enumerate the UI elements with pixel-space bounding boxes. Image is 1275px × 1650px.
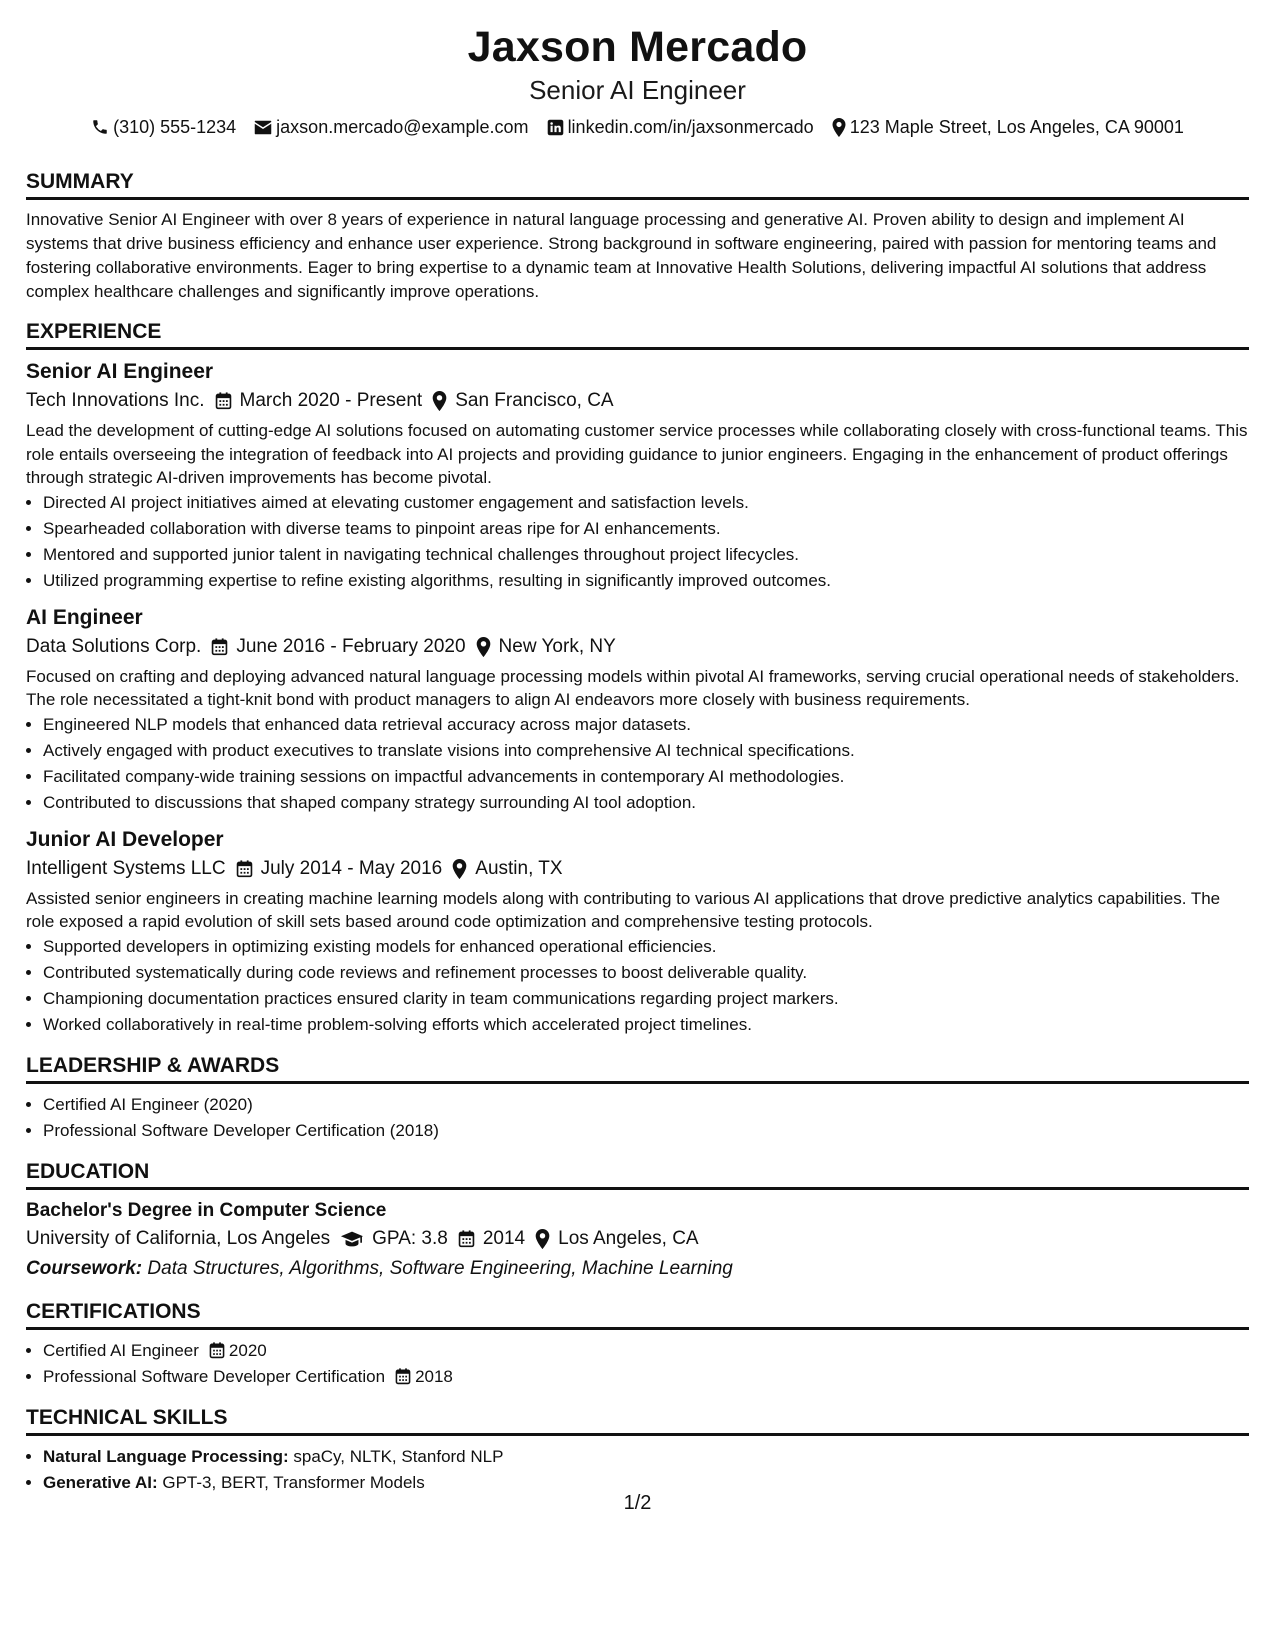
contact-linkedin-text: linkedin.com/in/jaxsonmercado bbox=[567, 117, 814, 137]
list-item: • Actively engaged with product executives to translate visions into comprehensive AI technical specifications. bbox=[43, 738, 1249, 764]
education-meta bbox=[26, 1224, 1249, 1254]
job-description: Focused on crafting and deploying advanced natural language processing models within pivotal AI frameworks, serving crucial operational needs of stakeholders. The role necessitated a tight-knit bond with product managers to align AI endeavors more closely with business requirements. bbox=[26, 666, 1240, 709]
linkedin-icon bbox=[547, 119, 564, 136]
phone-icon bbox=[91, 118, 109, 136]
job-location-text: Austin, TX bbox=[475, 857, 563, 879]
awards-list bbox=[26, 1092, 1249, 1144]
awards-heading: LEADERSHIP & AWARDS bbox=[26, 1052, 1249, 1084]
job-description: Lead the development of cutting-edge AI solutions focused on automating customer service processes while collaborating closely with cross-functional teams. This role entails overseeing the integration of feedback into AI projects and providing guidance to junior engineers. Engaging in the enhancement of product offerings through strategic AI-driven improvements has become pivotal. bbox=[26, 421, 1248, 487]
resume-header bbox=[0, 20, 1275, 140]
skill-category: Generative AI: bbox=[43, 1472, 158, 1492]
contact-email-text: jaxson.mercado@example.com bbox=[276, 117, 529, 137]
awards-section bbox=[26, 1052, 1249, 1144]
job-dates-text: July 2014 - May 2016 bbox=[260, 857, 443, 879]
job-entry bbox=[26, 358, 1249, 594]
job-location-text: San Francisco, CA bbox=[455, 390, 614, 411]
job-dates bbox=[211, 632, 465, 662]
job-description: Assisted senior engineers in creating machine learning models along with contributing to various AI applications that drove predictive analytics capabilities. The role exposed a rapid evolution of skill sets based around code optimization and comprehensive testing protocols. bbox=[26, 888, 1221, 931]
job-title: Junior AI Developer bbox=[26, 827, 224, 851]
list-item: • Directed AI project initiatives aimed at elevating customer engagement and satisfaction levels. bbox=[43, 490, 1249, 516]
job-title: Senior AI Engineer bbox=[26, 360, 214, 383]
education-coursework bbox=[26, 1254, 1249, 1284]
list-item: • Supported developers in optimizing existing models for enhanced operational efficiencies. bbox=[43, 934, 1249, 960]
job-dates bbox=[215, 386, 423, 416]
calendar-icon bbox=[211, 638, 228, 656]
skills-heading: TECHNICAL SKILLS bbox=[26, 1404, 1249, 1436]
map-pin-icon bbox=[535, 1229, 550, 1249]
skills-list bbox=[26, 1444, 1249, 1496]
education-gpa bbox=[340, 1224, 448, 1254]
list-item: • Certified AI Engineer (2020) bbox=[43, 1092, 1249, 1118]
envelope-icon bbox=[254, 120, 272, 135]
contact-phone-text: (310) 555-1234 bbox=[113, 117, 237, 137]
education-heading: EDUCATION bbox=[26, 1158, 1249, 1190]
list-item: • Professional Software Developer Certification (2018) bbox=[43, 1118, 1249, 1144]
job-meta bbox=[26, 386, 1249, 416]
calendar-icon bbox=[215, 392, 232, 410]
job-entry bbox=[26, 604, 1249, 816]
certification-date bbox=[209, 1338, 267, 1364]
job-dates bbox=[236, 854, 443, 884]
map-pin-icon bbox=[832, 118, 846, 137]
list-item bbox=[43, 1364, 1249, 1390]
job-title: AI Engineer bbox=[26, 605, 143, 629]
skills-section bbox=[26, 1404, 1249, 1496]
map-pin-icon bbox=[452, 859, 467, 879]
list-item: • Championing documentation practices ensured clarity in team communications regarding project markers. bbox=[43, 986, 1249, 1012]
education-school: University of California, Los Angeles bbox=[26, 1227, 331, 1249]
coursework-label: Coursework: bbox=[26, 1257, 143, 1279]
certifications-list bbox=[26, 1338, 1249, 1390]
education-year bbox=[458, 1224, 525, 1254]
summary-section bbox=[26, 168, 1249, 304]
calendar-icon bbox=[395, 1368, 411, 1385]
job-bullets bbox=[26, 490, 1249, 594]
list-item: • Facilitated company-wide training sessions on impactful advancements in contemporary AI methodologies. bbox=[43, 764, 1249, 790]
experience-heading: EXPERIENCE bbox=[26, 318, 1249, 350]
job-location-text: New York, NY bbox=[498, 635, 616, 657]
job-location bbox=[432, 386, 613, 416]
job-meta bbox=[26, 632, 1249, 662]
map-pin-icon bbox=[432, 391, 447, 411]
skill-category: Natural Language Processing: bbox=[43, 1446, 289, 1466]
page-number: 1/2 bbox=[623, 1492, 652, 1514]
education-location-text: Los Angeles, CA bbox=[558, 1227, 699, 1249]
list-item: • Mentored and supported junior talent in navigating technical challenges throughout project lifecycles. bbox=[43, 542, 1249, 568]
certifications-section bbox=[26, 1298, 1249, 1390]
certification-year: 2020 bbox=[228, 1340, 267, 1360]
candidate-title: Senior AI Engineer bbox=[529, 75, 746, 105]
job-company: Data Solutions Corp. bbox=[26, 635, 202, 657]
summary-text: Innovative Senior AI Engineer with over 8 years of experience in natural language processing and generative AI. Proven ability to design and implement AI systems that drive business efficiency and enhance user experience. Strong background in software engineering, paired with passion for mentoring teams and fostering collaborative environments. Eager to bring expertise to a dynamic team at Innovative Health Solutions, delivering impactful AI solutions that address complex healthcare challenges and significantly improve operations. bbox=[26, 210, 1217, 301]
list-item: • Utilized programming expertise to refine existing algorithms, resulting in significantly improved outcomes. bbox=[43, 568, 1249, 594]
certification-year: 2018 bbox=[415, 1366, 453, 1386]
calendar-icon bbox=[458, 1230, 475, 1248]
list-item: • Worked collaboratively in real-time problem-solving efforts which accelerated project timelines. bbox=[43, 1012, 1249, 1038]
contact-address bbox=[832, 114, 1184, 140]
job-company: Intelligent Systems LLC bbox=[26, 857, 226, 879]
contact-email[interactable] bbox=[254, 114, 528, 140]
list-item: • Contributed to discussions that shaped company strategy surrounding AI tool adoption. bbox=[43, 790, 1249, 816]
job-dates-text: March 2020 - Present bbox=[239, 390, 423, 411]
certification-name: • Professional Software Developer Certification bbox=[43, 1366, 386, 1386]
calendar-icon bbox=[236, 860, 253, 878]
job-bullets bbox=[26, 712, 1249, 816]
education-location bbox=[535, 1224, 698, 1254]
skill-values: GPT-3, BERT, Transformer Models bbox=[162, 1472, 425, 1492]
education-section bbox=[26, 1158, 1249, 1284]
job-dates-text: June 2016 - February 2020 bbox=[236, 635, 466, 657]
job-meta bbox=[26, 854, 1249, 884]
certifications-heading: CERTIFICATIONS bbox=[26, 1298, 1249, 1330]
contact-phone bbox=[91, 114, 236, 140]
certification-date bbox=[395, 1364, 453, 1390]
coursework-text: Data Structures, Algorithms, Software Engineering, Machine Learning bbox=[147, 1257, 733, 1279]
education-degree: Bachelor's Degree in Computer Science bbox=[26, 1199, 387, 1221]
list-item: • Spearheaded collaboration with diverse teams to pinpoint areas ripe for AI enhancements. bbox=[43, 516, 1249, 542]
job-company: Tech Innovations Inc. bbox=[26, 390, 205, 411]
list-item bbox=[43, 1338, 1249, 1364]
job-bullets bbox=[26, 934, 1249, 1038]
education-gpa-text: GPA: 3.8 bbox=[372, 1227, 448, 1249]
certification-name: • Certified AI Engineer bbox=[43, 1340, 199, 1360]
calendar-icon bbox=[209, 1342, 225, 1359]
job-location bbox=[476, 632, 616, 662]
list-item: • Contributed systematically during code reviews and refinement processes to boost deliverable quality. bbox=[43, 960, 1249, 986]
skill-values: spaCy, NLTK, Stanford NLP bbox=[293, 1446, 504, 1466]
list-item bbox=[43, 1444, 1249, 1470]
summary-heading: SUMMARY bbox=[26, 168, 1249, 200]
job-location bbox=[452, 854, 562, 884]
graduation-cap-icon bbox=[340, 1230, 364, 1248]
education-year-text: 2014 bbox=[482, 1227, 526, 1249]
experience-section bbox=[26, 318, 1249, 1038]
job-entry bbox=[26, 826, 1249, 1038]
contact-bar bbox=[0, 114, 1275, 140]
contact-address-text: 123 Maple Street, Los Angeles, CA 90001 bbox=[849, 117, 1184, 137]
candidate-name: Jaxson Mercado bbox=[467, 23, 808, 71]
resume-content bbox=[26, 168, 1249, 1510]
list-item: • Engineered NLP models that enhanced data retrieval accuracy across major datasets. bbox=[43, 712, 1249, 738]
contact-linkedin[interactable] bbox=[547, 114, 814, 140]
map-pin-icon bbox=[476, 637, 491, 657]
